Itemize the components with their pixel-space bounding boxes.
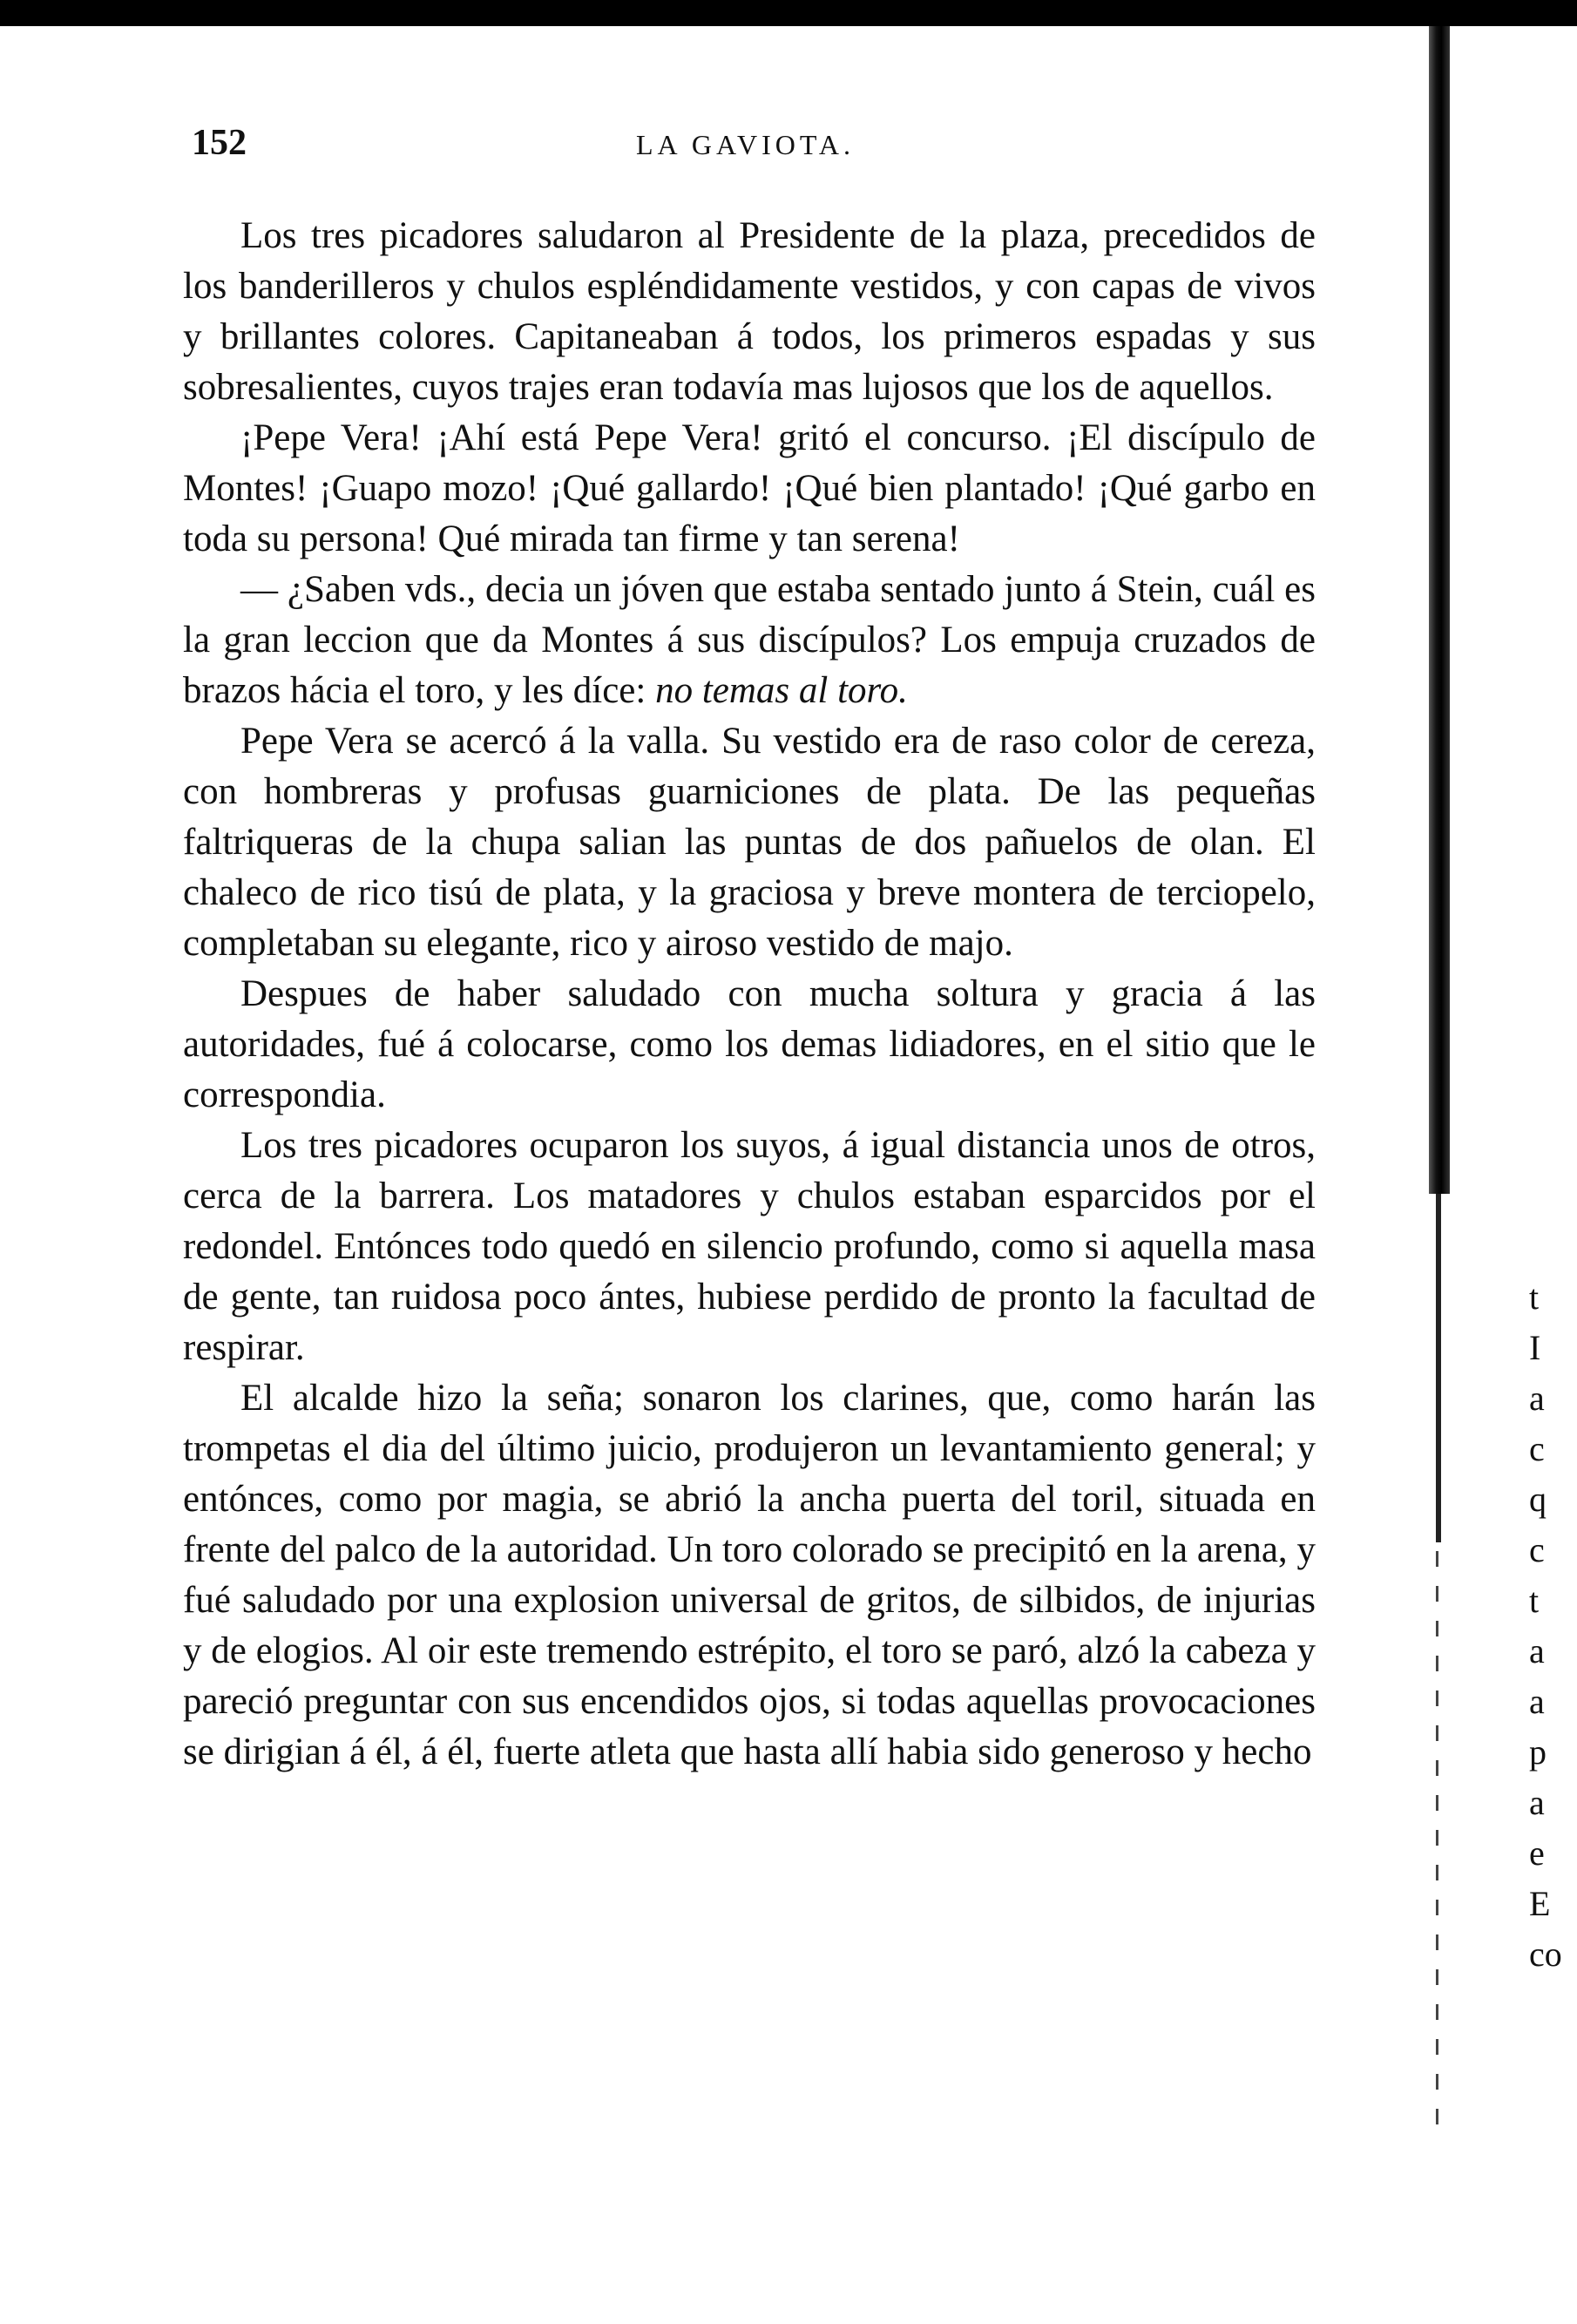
paragraph: ¡Pepe Vera! ¡Ahí está Pepe Vera! gritó el concurso. ¡El discípulo de Montes! ¡Guapo mozo! ¡Qué gallardo! ¡Qué bien plantado! ¡Qué garbo en toda su persona! Qué mirada tan firme y tan serena! [183, 417, 1316, 559]
binding-gutter-line [1436, 1194, 1441, 1542]
facing-page-fragments [1529, 1272, 1577, 1980]
fragment: q [1529, 1480, 1547, 1519]
fragment: t [1529, 1581, 1540, 1620]
fragment: co [1529, 1934, 1562, 1974]
fragment: a [1529, 1783, 1545, 1822]
fragment: a [1529, 1682, 1545, 1721]
italic-quote: no temas al toro. [655, 670, 908, 711]
body-text [183, 211, 1316, 1778]
paragraph-dialogue [183, 565, 1316, 716]
fragment: a [1529, 1379, 1545, 1418]
fragment: t [1529, 1277, 1540, 1317]
fragment: a [1529, 1631, 1545, 1670]
running-title: LA GAVIOTA. [636, 129, 855, 160]
page-number: 152 [192, 123, 247, 163]
paragraph: El alcalde hizo la seña; sonaron los clarines, que, como harán las trompetas el dia del último juicio, produjeron un levantamiento general; y entónces, como por magia, se abrió la ancha puerta del toril, situada en frente del palco de la autoridad. Un toro colorado se precipitó en la arena, y fué saludado por una explosion universal de gritos, de silbidos, de injurias y de elogios. Al oir este tremendo estrépito, el toro se paró, alzó la cabeza y pareció preguntar con sus encendidos ojos, si todas aquellas provocaciones se dirigian á él, á él, fuerte atleta que hasta allí habia sido generoso y hecho [183, 1378, 1316, 1772]
binding-gutter-dashes [1436, 1551, 1438, 2144]
paragraph: Los tres picadores ocuparon los suyos, á igual distancia unos de otros, cerca de la barrera. Los matadores y chulos estaban esparcidos por el redondel. Entónces todo quedó en silencio profundo, como si aquella masa de gente, tan ruidosa poco ántes, hubiese perdido de pronto la facultad de respirar. [183, 1125, 1316, 1368]
fragment: I [1529, 1328, 1541, 1367]
binding-gutter-shadow [1429, 26, 1450, 1194]
paragraph: Pepe Vera se acercó á la valla. Su vestido era de raso color de cereza, con hombreras y profusas guarniciones de plata. De las pequeñas faltriqueras de la chupa salian las puntas de dos pañuelos de olan. El chaleco de rico tisú de plata, y la graciosa y breve montera de terciopelo, completaban su elegante, rico y airoso vestido de majo. [183, 721, 1316, 964]
page-header [192, 122, 1316, 174]
fragment: E [1529, 1884, 1551, 1923]
paragraph-text: — ¿Saben vds., decia un jóven que estaba sentado junto á Stein, cuál es la gran leccion que da Montes á sus discípulos? Los empuja cruzados de brazos hácia el toro, y les díce: [183, 569, 1316, 711]
paragraph: Los tres picadores saludaron al Presidente de la plaza, precedidos de los banderilleros y chulos espléndidamente vestidos, y con capas de vivos y brillantes colores. Capitaneaban á todos, los primeros espadas y sus sobresalientes, cuyos trajes eran todavía mas lujosos que los de aquellos. [183, 215, 1316, 408]
scan-top-border [0, 0, 1577, 26]
fragment: p [1529, 1732, 1547, 1772]
fragment: e [1529, 1833, 1545, 1873]
paragraph: Despues de haber saludado con mucha soltura y gracia á las autoridades, fué á colocarse, como los demas lidiadores, en el sitio que le correspondia. [183, 973, 1316, 1115]
fragment: c [1529, 1530, 1545, 1569]
fragment: c [1529, 1429, 1545, 1468]
